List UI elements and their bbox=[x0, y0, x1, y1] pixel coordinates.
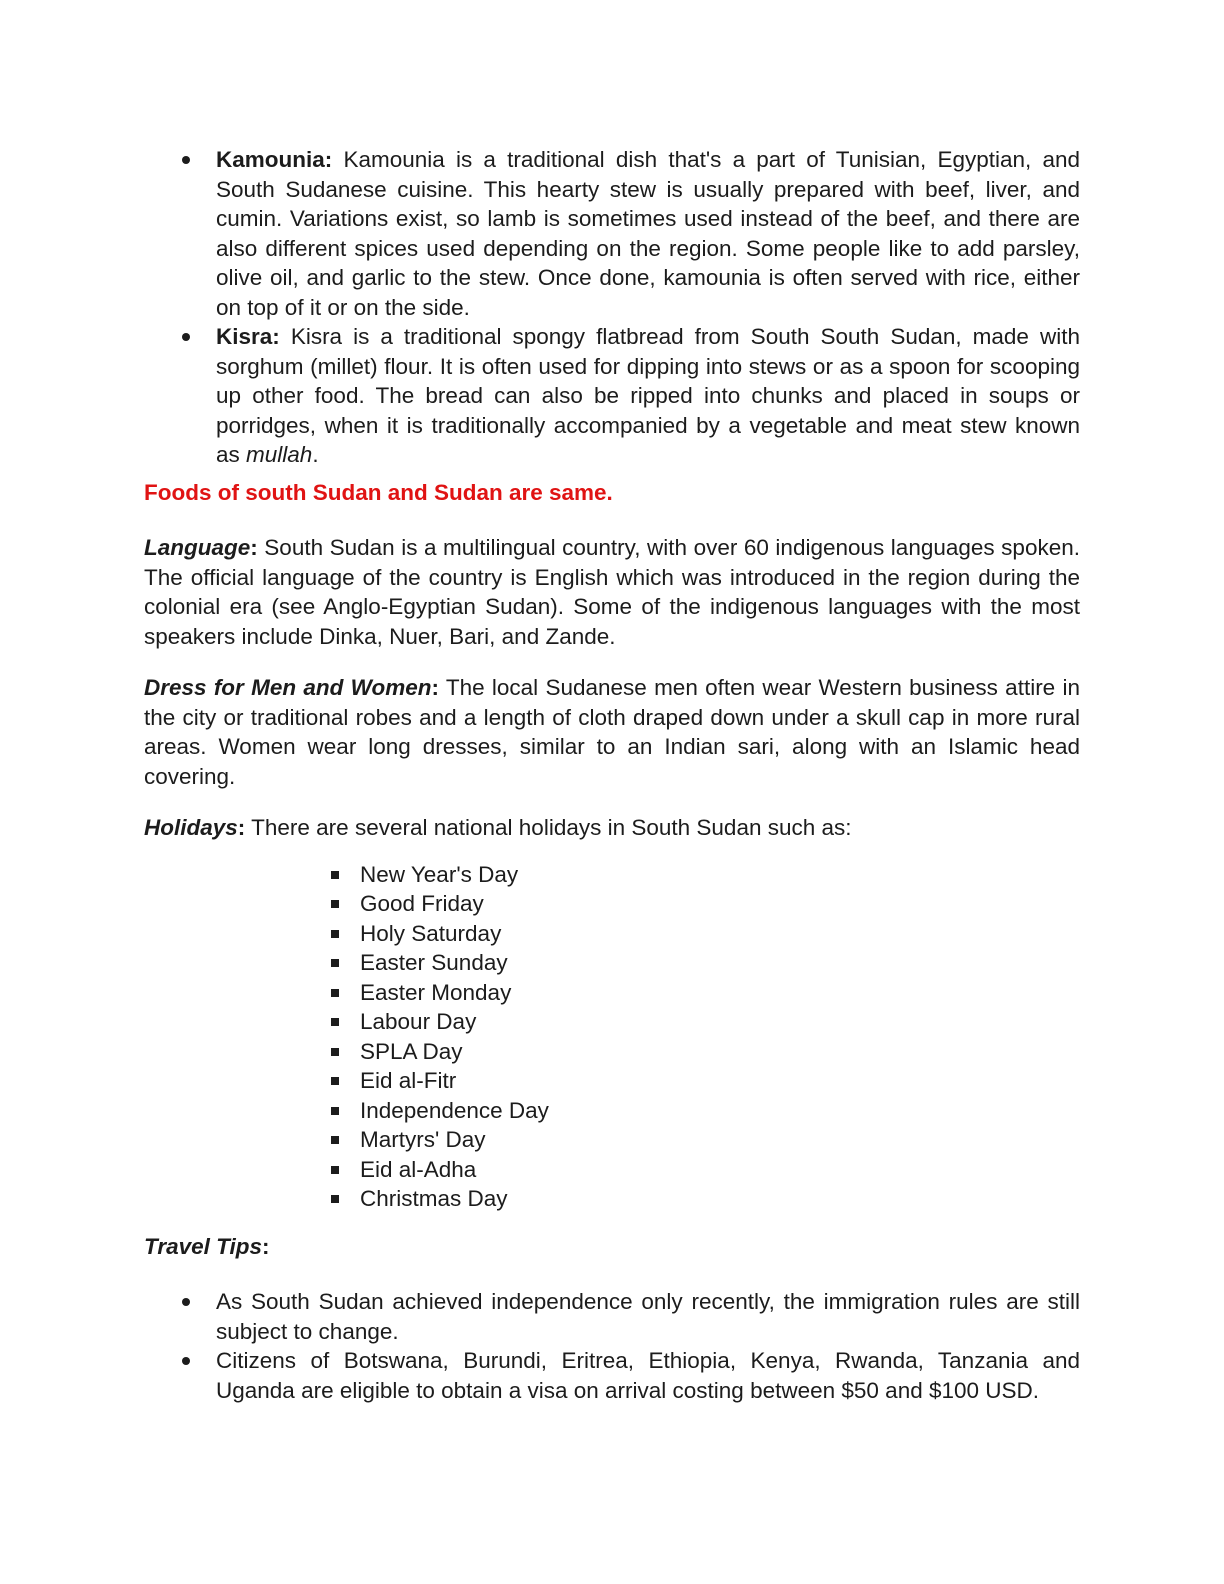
square-bullet-icon bbox=[331, 1018, 339, 1026]
food-item-lead: Kamounia: bbox=[216, 147, 333, 172]
holiday-item bbox=[144, 889, 1080, 919]
square-bullet-icon bbox=[331, 1166, 339, 1174]
square-bullet-icon bbox=[331, 1048, 339, 1056]
holiday-label: Eid al-Adha bbox=[360, 1156, 477, 1182]
square-bullet-icon bbox=[331, 900, 339, 908]
square-bullet-icon bbox=[331, 1195, 339, 1203]
holiday-item bbox=[144, 978, 1080, 1008]
square-bullet-icon bbox=[331, 1107, 339, 1115]
square-bullet-icon bbox=[331, 989, 339, 997]
holiday-label: Easter Monday bbox=[360, 979, 512, 1005]
dress-paragraph bbox=[144, 673, 1080, 791]
language-body: South Sudan is a multilingual country, with over 60 indigenous languages spoken. The official language of the country is English which was introduced in the region during the colonial era (see Anglo-Egyptian Sudan). Some of the indigenous languages with the most speakers include Dinka, Nuer, Bari, and Zande. bbox=[144, 535, 1080, 649]
food-list bbox=[144, 145, 1080, 470]
holiday-item bbox=[144, 1155, 1080, 1185]
holidays-intro-paragraph bbox=[144, 813, 1080, 843]
travel-tip-text: Citizens of Botswana, Burundi, Eritrea, Ethiopia, Kenya, Rwanda, Tanzania and Uganda are eligible to obtain a visa on arrival costing between $50 and $100 USD. bbox=[216, 1348, 1080, 1403]
travel-tips-lead: Travel Tips bbox=[144, 1233, 262, 1259]
travel-tips-colon: : bbox=[261, 1233, 270, 1259]
list-item-kamounia bbox=[144, 145, 1080, 322]
holiday-item bbox=[144, 1037, 1080, 1067]
travel-tip-item bbox=[144, 1287, 1080, 1346]
holiday-label: Eid al-Fitr bbox=[360, 1068, 457, 1093]
food-item-lead: Kisra: bbox=[216, 324, 280, 349]
holiday-item bbox=[144, 1096, 1080, 1126]
holiday-item bbox=[144, 1184, 1080, 1214]
food-item-italic-word: mullah bbox=[246, 442, 313, 467]
holiday-label: Christmas Day bbox=[360, 1186, 508, 1211]
disc-bullet-icon bbox=[182, 156, 190, 164]
holiday-label: Martyrs' Day bbox=[360, 1127, 486, 1152]
food-item-body: Kisra is a traditional spongy flatbread from South South Sudan, made with sorghum (millet) flour. It is often used for dipping into stews or as a spoon for scooping up other food. The bread can also be ripped into chunks and placed in soups or porridges, when it is traditionally accompanied by a vegetable and meat stew known as bbox=[216, 324, 1080, 467]
holiday-item bbox=[144, 1066, 1080, 1096]
food-item-after: . bbox=[312, 442, 319, 467]
dress-body: The local Sudanese men often wear Western business attire in the city or traditional robes and a length of cloth draped down under a skull cap in more rural areas. Women wear long dresses, similar to an Indian sari, along with an Islamic head covering. bbox=[144, 675, 1080, 789]
holiday-item bbox=[144, 948, 1080, 978]
language-paragraph bbox=[144, 533, 1080, 651]
holiday-label: New Year's Day bbox=[360, 861, 519, 887]
dress-lead: Dress for Men and Women bbox=[144, 675, 432, 700]
travel-tip-text: As South Sudan achieved independence only recently, the immigration rules are still subject to change. bbox=[216, 1289, 1080, 1344]
holiday-item bbox=[144, 919, 1080, 949]
holiday-label: Good Friday bbox=[360, 891, 484, 916]
disc-bullet-icon bbox=[182, 1298, 190, 1306]
square-bullet-icon bbox=[331, 871, 339, 879]
holidays-colon: : bbox=[237, 815, 246, 840]
holiday-item bbox=[144, 1125, 1080, 1155]
holiday-label: Independence Day bbox=[360, 1097, 549, 1123]
dress-colon: : bbox=[431, 675, 439, 700]
disc-bullet-icon bbox=[182, 1357, 190, 1365]
list-item-kisra bbox=[144, 322, 1080, 470]
holiday-label: Holy Saturday bbox=[360, 920, 502, 946]
square-bullet-icon bbox=[331, 959, 339, 967]
holiday-label: Easter Sunday bbox=[360, 950, 508, 975]
disc-bullet-icon bbox=[182, 333, 190, 341]
holiday-label: SPLA Day bbox=[360, 1038, 463, 1064]
holiday-item bbox=[144, 1007, 1080, 1037]
holiday-list bbox=[144, 860, 1080, 1214]
square-bullet-icon bbox=[331, 930, 339, 938]
language-colon: : bbox=[250, 535, 258, 560]
square-bullet-icon bbox=[331, 1077, 339, 1085]
foods-heading: Foods of south Sudan and Sudan are same. bbox=[144, 479, 613, 505]
holidays-intro-text: There are several national holidays in South Sudan such as: bbox=[251, 815, 852, 840]
travel-tips-list bbox=[144, 1287, 1080, 1405]
holiday-label: Labour Day bbox=[360, 1009, 477, 1034]
travel-tip-item bbox=[144, 1346, 1080, 1405]
food-item-body: Kamounia is a traditional dish that's a part of Tunisian, Egyptian, and South Sudanese cuisine. This hearty stew is usually prepared with beef, liver, and cumin. Variations exist, so lamb is sometimes used instead of the beef, and there are also different spices used depending on the region. Some people like to add parsley, olive oil, and garlic to the stew. Once done, kamounia is often served with rice, either on top of it or on the side. bbox=[216, 147, 1080, 320]
travel-tips-heading bbox=[144, 1232, 1080, 1262]
holidays-lead: Holidays bbox=[144, 815, 238, 840]
square-bullet-icon bbox=[331, 1136, 339, 1144]
holiday-item bbox=[144, 860, 1080, 890]
language-lead: Language bbox=[144, 535, 251, 560]
